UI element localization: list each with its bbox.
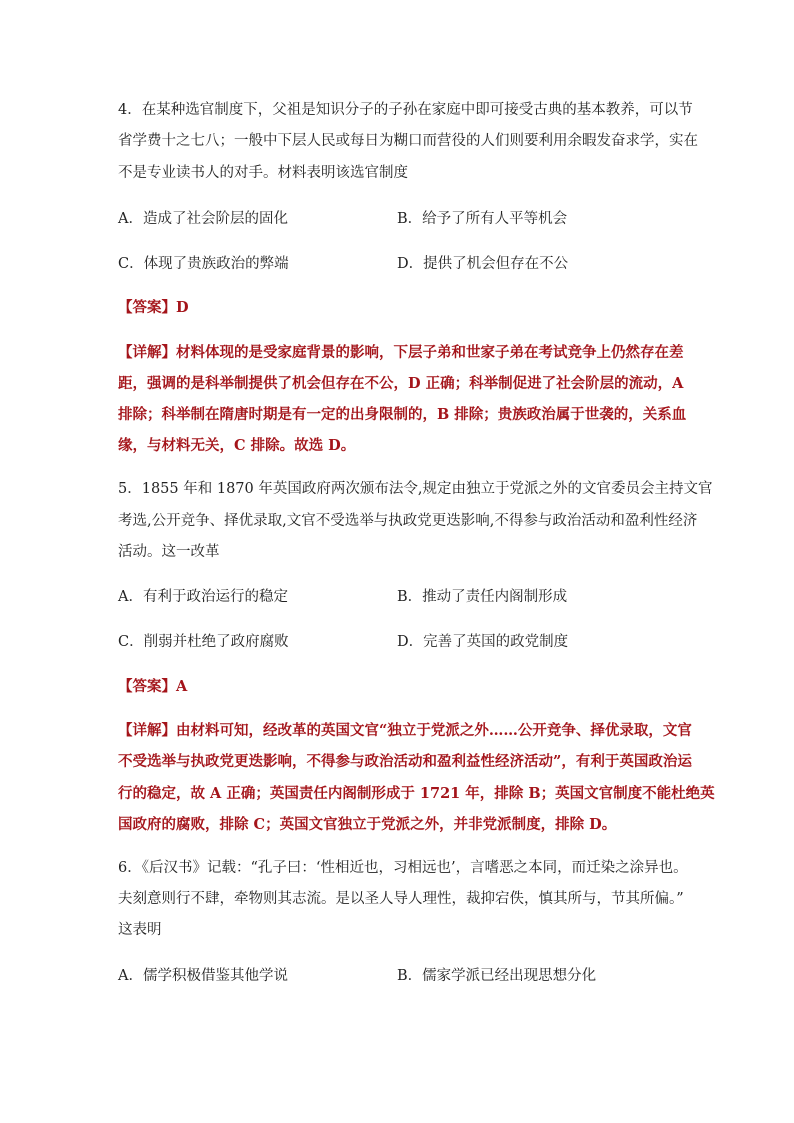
q4-explain-line-1: 【详解】材料体现的是受家庭背景的影响，下层子弟和世家子弟在考试竞争上仍然存在差 [118, 344, 684, 361]
q5-option-c: C．削弱并杜绝了政府腐败 [118, 634, 289, 650]
q4-explain-line-4: 缘，与材料无关，C 排除。故选 D。 [118, 437, 356, 454]
q6-stem-line-2: 夫刻意则行不肆，牵物则其志流。是以圣人导人理性，裁抑宕佚，慎其所与，节其所偏。” [118, 891, 684, 907]
q6-stem-line-1: 6．《后汉书》记载：“孔子曰：‘性相近也，习相远也’，言嗜恶之本同，而迁染之涂异也。 [118, 860, 688, 876]
q5-explain-line-1: 【详解】由材料可知，经改革的英国文官“独立于党派之外……公开竞争、择优录取，文官 [118, 722, 692, 739]
q5-option-b: B．推动了责任内阁制形成 [397, 589, 568, 605]
q5-answer: 【答案】A [118, 678, 188, 695]
q4-explain-line-2: 距，强调的是科举制提供了机会但存在不公，D 正确；科举制促进了社会阶层的流动，A [118, 375, 684, 392]
q5-explain-line-3: 行的稳定，故 A 正确；英国责任内阁制形成于 1721 年，排除 B；英国文官制度不能杜绝英 [118, 785, 715, 802]
q4-stem-line-2: 省学费十之七八；一般中下层人民或每日为糊口而营役的人们则要利用余暇发奋求学，实在 [118, 133, 698, 149]
q5-stem-line-2: 考选,公开竞争、择优录取,文官不受选举与执政党更迭影响,不得参与政治活动和盈利性经济 [118, 513, 698, 529]
q5-option-d: D．完善了英国的政党制度 [397, 634, 569, 650]
q5-option-a: A．有利于政治运行的稳定 [118, 589, 288, 605]
q6-stem-line-3: 这表明 [118, 922, 162, 938]
q4-stem-line-3: 不是专业读书人的对手。材料表明该选官制度 [118, 165, 408, 181]
q5-explain-line-4: 国政府的腐败，排除 C；英国文官独立于党派之外，并非党派制度，排除 D。 [118, 816, 617, 833]
q5-stem-line-3: 活动。这一改革 [118, 544, 220, 560]
q6-option-b: B．儒家学派已经出现思想分化 [397, 968, 597, 984]
q4-answer: 【答案】D [118, 299, 189, 316]
q5-explain-line-2: 不受选举与执政党更迭影响，不得参与政治活动和盈利益性经济活动”，有利于英国政治运 [118, 753, 692, 770]
q4-option-a: A．造成了社会阶层的固化 [118, 211, 288, 227]
q4-option-c: C．体现了贵族政治的弊端 [118, 256, 289, 272]
q4-explain-line-3: 排除；科举制在隋唐时期是有一定的出身限制的，B 排除；贵族政治属于世袭的，关系血 [118, 406, 687, 423]
q6-option-a: A．儒学积极借鉴其他学说 [118, 968, 288, 984]
q4-option-b: B．给予了所有人平等机会 [397, 211, 568, 227]
q4-stem-line-1: 4．在某种选官制度下，父祖是知识分子的子孙在家庭中即可接受古典的基本教养，可以节 [118, 102, 693, 118]
q4-option-d: D．提供了机会但存在不公 [397, 256, 569, 272]
q5-stem-line-1: 5．1855 年和 1870 年英国政府两次颁布法令,规定由独立于党派之外的文官委员会主持文官 [118, 481, 713, 497]
